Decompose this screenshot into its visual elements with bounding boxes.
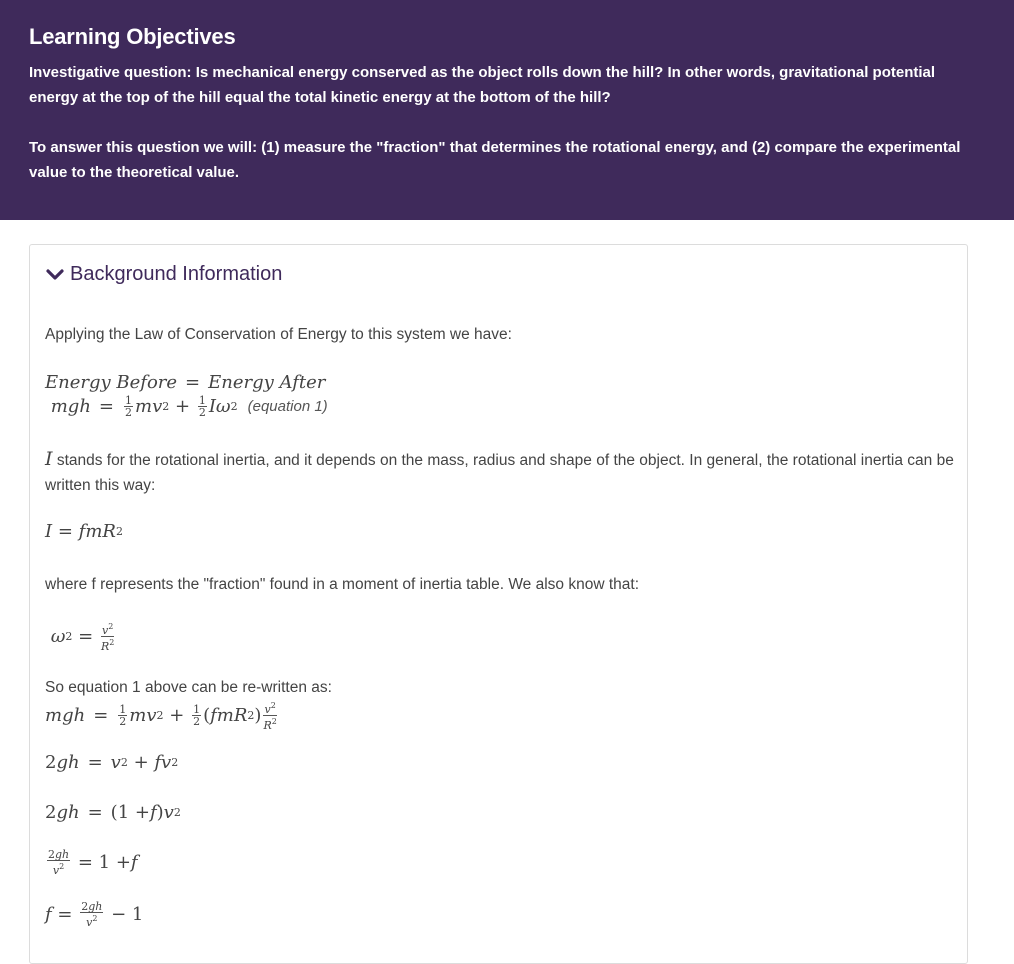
chevron-down-icon: [46, 268, 64, 282]
equation-energy-balance: Energy Before = Energy After: [45, 372, 326, 393]
background-title: Background Information: [70, 263, 283, 285]
learning-objectives-banner: [0, 0, 1014, 220]
background-toggle[interactable]: [46, 263, 282, 286]
equation-step-3: $\frac{2gh}{v^2}$ = 1 + f: [48, 848, 138, 877]
equation-step-4: f = $\frac{2gh}{v^2}$ − 1: [45, 900, 144, 929]
equation-1: mgh = $\frac{1}{2}$ mv 2 + $\frac{1}{2}$ Iω 2 (equation 1): [45, 394, 328, 419]
inertia-description: stands for the rotational inertia, and it depends on the mass, radius and shape of the object. In general, the rotational inertia can be written this way:: [45, 452, 954, 494]
objectives-question: Investigative question: Is mechanical energy conserved as the object rolls down the hill? In other words, gravitational potential energy at the top of the hill equal the total kinetic energy at the bottom of the hill?: [29, 64, 936, 106]
equation-omega: ω 2 = $\frac{v^2}{R^2}$: [45, 622, 115, 653]
fraction-text: where f represents the "fraction" found in a moment of inertia table. We also know that:: [45, 576, 640, 593]
equation-inertia: I = fmR 2: [45, 521, 123, 542]
equation-rewritten: mgh = $\frac{1}{2}$ mv 2 + $\frac{1}{2}$ ( fmR 2 ) $\frac{v^2}{R^2}$: [45, 701, 277, 732]
objectives-plan: To answer this question we will: (1) measure the "fraction" that determines the rotational energy, and (2) compare the experimental value to the theoretical value.: [29, 139, 961, 181]
equation-step-2: 2 gh = (1 + f ) v 2: [45, 802, 181, 823]
equation-step-1: 2 gh = v 2 + fv 2: [45, 752, 179, 773]
inertia-paragraph: [45, 447, 955, 498]
inertia-symbol: I: [45, 448, 53, 470]
rewrite-text: So equation 1 above can be re-written as:: [45, 679, 332, 696]
intro-text: Applying the Law of Conservation of Energy to this system we have:: [45, 326, 512, 343]
background-panel: [29, 244, 968, 964]
equation-1-note: (equation 1): [247, 398, 328, 415]
objectives-title: Learning Objectives: [29, 24, 236, 49]
